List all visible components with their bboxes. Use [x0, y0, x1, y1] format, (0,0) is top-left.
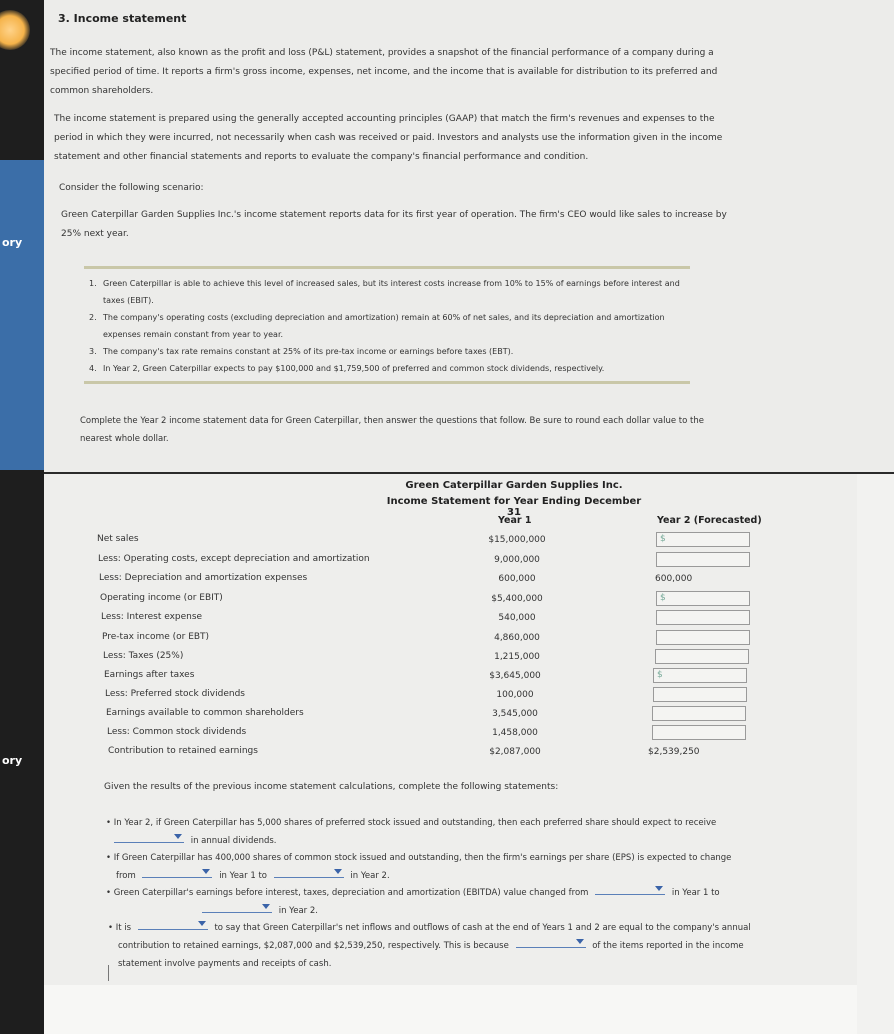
ebitda-year2-dropdown[interactable]	[202, 902, 272, 913]
problem-description-panel	[44, 0, 894, 472]
column-header-year2: Year 2 (Forecasted)	[657, 515, 762, 526]
year2-eat-input[interactable]: $	[653, 668, 747, 683]
year1-depreciation: 600,000	[498, 574, 536, 584]
reason-dropdown[interactable]	[516, 937, 586, 948]
intro-paragraph-1: The income statement, also known as the profit and loss (P&L) statement, provides a snapshot of the financial performance of a company during a specified period of time. It reports a firm's gross income, expenses, net income, and the income that is available for distribution to its preferred and common shareholders.	[50, 48, 718, 96]
list-item: 3. The company's tax rate remains constant at 25% of its pre-tax income or earnings before taxes (EBT).	[89, 347, 514, 356]
year2-net-sales-input[interactable]: $	[656, 532, 750, 547]
eps-year2-dropdown[interactable]	[274, 867, 344, 878]
screen-glare	[0, 10, 30, 50]
divider-top	[84, 266, 690, 269]
chevron-down-icon	[576, 939, 584, 944]
question-preferred-dividend: • In Year 2, if Green Caterpillar has 5,000 shares of preferred stock issued and outstanding, then each preferred share should expect to receive in annual dividends.	[106, 818, 717, 846]
list-item: 4. In Year 2, Green Caterpillar expects to pay $100,000 and $1,759,500 of preferred and common stock dividends, respectively.	[89, 364, 605, 373]
company-name: Green Caterpillar Garden Supplies Inc.	[405, 480, 623, 491]
year2-preferred-dividends-input[interactable]	[653, 687, 747, 702]
year1-eat: $3,645,000	[489, 671, 541, 681]
preferred-dividend-dropdown[interactable]	[114, 832, 184, 843]
chevron-down-icon	[655, 886, 663, 891]
eps-year1-dropdown[interactable]	[142, 867, 212, 878]
questions-intro: Given the results of the previous income statement calculations, complete the following statements:	[104, 782, 559, 792]
list-item: 2. The company's operating costs (excluding depreciation and amortization) remain at 60% of net sales, and its depreciation and amortization expenses remain constant from year to year.	[89, 313, 665, 339]
year2-retained-earnings: $2,539,250	[648, 747, 700, 757]
year1-earnings-common: 3,545,000	[492, 709, 538, 719]
year2-operating-costs-input[interactable]	[656, 552, 750, 567]
income-statement-panel	[44, 474, 857, 985]
row-label-depreciation: Less: Depreciation and amortization expenses	[99, 573, 308, 583]
is-correct-dropdown[interactable]	[138, 919, 208, 930]
chevron-down-icon	[262, 904, 270, 909]
year2-taxes-input[interactable]	[655, 649, 749, 664]
row-label-net-sales: Net sales	[97, 534, 139, 544]
row-label-interest: Less: Interest expense	[101, 612, 203, 622]
statement-title: Income Statement for Year Ending December 31	[386, 496, 642, 518]
consider-text: Consider the following scenario:	[59, 183, 204, 193]
year1-common-dividends: 1,458,000	[492, 728, 538, 738]
year1-ebt: 4,860,000	[494, 633, 540, 643]
sidebar-label-top[interactable]: ory	[2, 236, 23, 249]
row-label-preferred-dividends: Less: Preferred stock dividends	[105, 689, 245, 699]
sidebar-label-bottom[interactable]: ory	[2, 754, 23, 767]
assumptions-list	[89, 275, 699, 377]
row-label-common-dividends: Less: Common stock dividends	[107, 727, 247, 737]
year2-common-dividends-input[interactable]	[652, 725, 746, 740]
row-label-ebit: Operating income (or EBIT)	[100, 593, 223, 603]
year2-ebt-input[interactable]	[656, 630, 750, 645]
year1-retained-earnings: $2,087,000	[489, 747, 541, 757]
row-label-earnings-common: Earnings available to common shareholders	[106, 708, 304, 718]
divider-bottom	[84, 381, 690, 384]
row-label-eat: Earnings after taxes	[104, 670, 195, 680]
chevron-down-icon	[202, 869, 210, 874]
list-item: 1. Green Caterpillar is able to achieve this level of increased sales, but its interest costs increase from 10% to 15% of earnings before interest and taxes (EBIT).	[89, 279, 680, 305]
year1-net-sales: $15,000,000	[488, 535, 546, 545]
chevron-down-icon	[174, 834, 182, 839]
sidebar-active-tab[interactable]	[0, 160, 44, 470]
text-cursor	[108, 965, 109, 981]
year1-taxes: 1,215,000	[494, 652, 540, 662]
question-cash-flow: • It is to say that Green Caterpillar's net inflows and outflows of cash at the end of Years 1 and 2 are equal to the company's annual contribution to retained earnings, $2,087,000 and $2,539,250, respectively. This is because of the items reported in the income statement involve payments and receipts of cash.	[108, 919, 808, 973]
right-edge	[857, 474, 894, 1034]
bottom-strip	[44, 985, 857, 1034]
section-title: 3. Income statement	[58, 12, 187, 25]
year2-ebit-input[interactable]: $	[656, 591, 750, 606]
year1-interest: 540,000	[498, 613, 536, 623]
row-label-taxes: Less: Taxes (25%)	[103, 651, 184, 661]
row-label-operating-costs: Less: Operating costs, except depreciation and amortization	[98, 554, 370, 564]
question-eps: • If Green Caterpillar has 400,000 shares of common stock issued and outstanding, then the firm's earnings per share (EPS) is expected to change from in Year 1 to in Year 2.	[106, 853, 732, 881]
left-sidebar	[0, 0, 44, 1034]
question-ebitda: • Green Caterpillar's earnings before interest, taxes, depreciation and amortization (EBITDA) value changed from in Year 1 to in Year 2.	[106, 884, 826, 920]
instructions-text: Complete the Year 2 income statement data for Green Caterpillar, then answer the questions that follow. Be sure to round each dollar value to the nearest whole dollar.	[80, 416, 704, 444]
intro-paragraph-2: The income statement is prepared using the generally accepted accounting principles (GAAP) that match the firm's revenues and expenses to the period in which they were incurred, not necessarily when cash was received or paid. Investors and analysts use the information given in the income statement and other financial statements and reports to evaluate the company's financial performance and condition.	[54, 114, 723, 162]
year2-interest-input[interactable]	[656, 610, 750, 625]
year1-preferred-dividends: 100,000	[496, 690, 534, 700]
column-header-year1: Year 1	[498, 515, 532, 526]
year1-operating-costs: 9,000,000	[494, 555, 540, 565]
row-label-retained-earnings: Contribution to retained earnings	[108, 746, 258, 756]
row-label-ebt: Pre-tax income (or EBT)	[102, 632, 210, 642]
chevron-down-icon	[334, 869, 342, 874]
ebitda-year1-dropdown[interactable]	[595, 884, 665, 895]
year2-earnings-common-input[interactable]	[652, 706, 746, 721]
scenario-text: Green Caterpillar Garden Supplies Inc.'s income statement reports data for its first year of operation. The firm's CEO would like sales to increase by 25% next year.	[61, 210, 727, 239]
year2-depreciation: 600,000	[655, 574, 693, 584]
year1-ebit: $5,400,000	[491, 594, 543, 604]
chevron-down-icon	[198, 921, 206, 926]
